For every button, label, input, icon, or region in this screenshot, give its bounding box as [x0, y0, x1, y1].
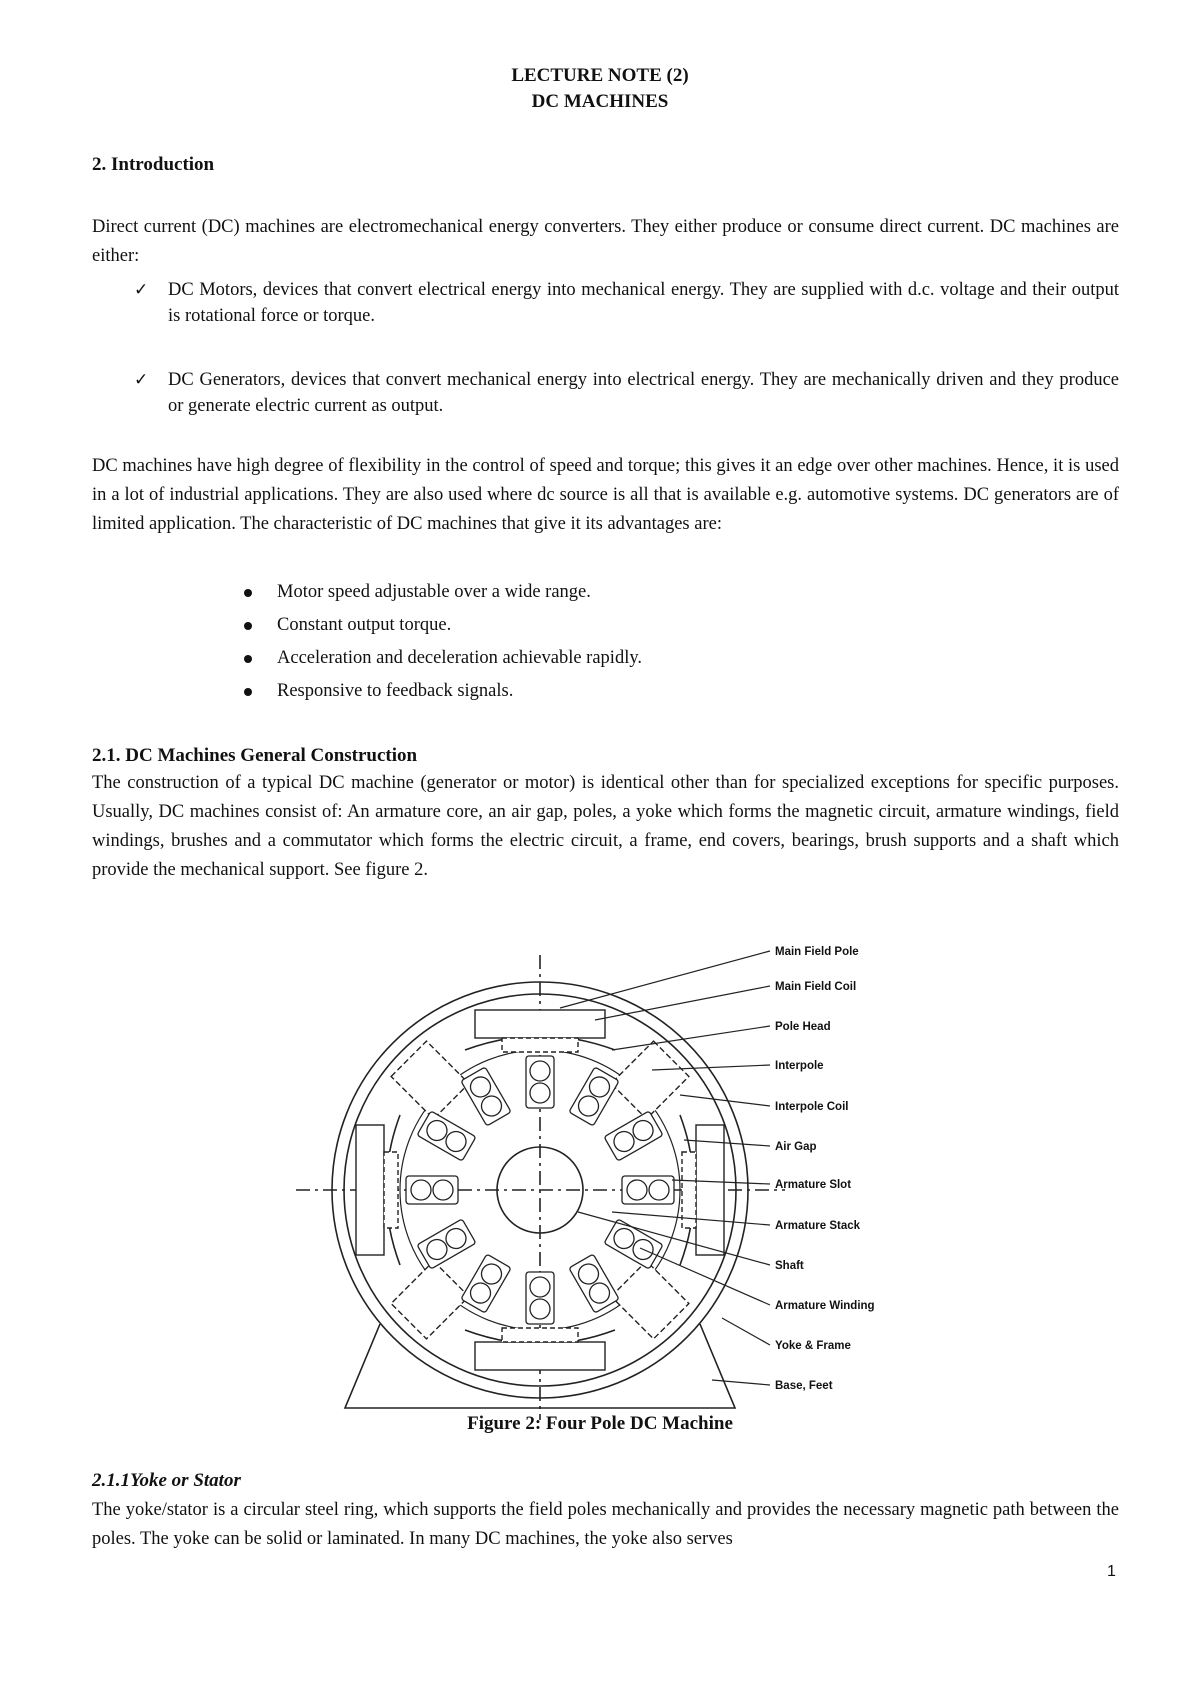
interpole-coil: [391, 1041, 469, 1119]
main-field-coil-right: [696, 1125, 724, 1255]
list-item: Constant output torque.: [240, 611, 642, 644]
label-main-field-coil: Main Field Coil: [775, 981, 857, 993]
armature-winding: [530, 1083, 550, 1103]
armature-winding: [411, 1180, 431, 1200]
interpole-coil: [391, 1261, 469, 1339]
page-number: 1: [1107, 1563, 1116, 1580]
armature-slot: [604, 1219, 663, 1269]
label-armature-slot: Armature Slot: [775, 1179, 852, 1191]
yoke-paragraph: The yoke/stator is a circular steel ring, which supports the field poles mechanically and provides the necessary magnetic path between the poles. The yoke can be solid or laminated. In many DC machines, the yoke also serves: [92, 1500, 1119, 1549]
checkmark-icon: ✓: [134, 370, 149, 390]
checkmark-icon: ✓: [134, 280, 149, 300]
label-yoke-frame: Yoke & Frame: [775, 1340, 851, 1352]
armature-slot: [461, 1067, 511, 1126]
yoke-heading: 2.1.1Yoke or Stator: [92, 1470, 241, 1491]
armature-winding: [530, 1299, 550, 1319]
armature-slot: [569, 1254, 619, 1313]
label-base-feet: Base, Feet: [775, 1380, 833, 1392]
intro-paragraph: Direct current (DC) machines are electromechanical energy converters. They either produce or consume direct current. DC machines are either:: [92, 217, 1119, 266]
main-field-coil-left: [356, 1125, 384, 1255]
list-item: Responsive to feedback signals.: [240, 677, 642, 710]
figure-labels: [775, 946, 875, 1392]
intro-heading: 2. Introduction: [92, 154, 215, 175]
armature-slot: [569, 1067, 619, 1126]
armature-winding: [530, 1277, 550, 1297]
list-item: Acceleration and deceleration achievable rapidly.: [240, 644, 642, 677]
interpole-coil: [611, 1261, 689, 1339]
lecture-title: LECTURE NOTE (2): [511, 65, 689, 86]
label-interpole: Interpole: [775, 1060, 824, 1072]
label-shaft: Shaft: [775, 1260, 804, 1272]
label-air-gap: Air Gap: [775, 1141, 817, 1153]
label-armature-stack: Armature Stack: [775, 1220, 861, 1232]
interpole-coil: [611, 1041, 689, 1119]
armature-slot: [526, 1056, 554, 1108]
list-item: Motor speed adjustable over a wide range.: [240, 578, 642, 611]
construction-paragraph: The construction of a typical DC machine (generator or motor) is identical other than for specialized exceptions for specific purposes. Usually, DC machines consist of: An armature core, an air gap, poles, a yoke which forms the magnetic circuit, armature windings, field windings, brushes and a commutator which forms the electric circuit, a frame, end covers, bearings, brush supports and a shaft which provide the mechanical support. See figure 2.: [92, 773, 1119, 880]
armature-slot: [604, 1111, 663, 1161]
armature-slot: [622, 1176, 674, 1204]
main-field-coil-bottom: [475, 1342, 605, 1370]
armature-slot: [461, 1254, 511, 1313]
label-main-field-pole: Main Field Pole: [775, 946, 859, 958]
check-item-text: DC Motors, devices that convert electrical energy into mechanical energy. They are supplied with d.c. voltage and their output is rotational force or torque.: [168, 280, 1119, 326]
armature-winding: [530, 1061, 550, 1081]
check-item-text: DC Generators, devices that convert mechanical energy into electrical energy. They are mechanically driven and they produce or generate electric current as output.: [168, 370, 1119, 416]
main-field-coil-top: [475, 1010, 605, 1038]
construction-heading: 2.1. DC Machines General Construction: [92, 745, 418, 766]
armature-slot: [417, 1219, 476, 1269]
armature-slot: [417, 1111, 476, 1161]
advantages-paragraph: DC machines have high degree of flexibility in the control of speed and torque; this gives it an edge over other machines. Hence, it is used in a lot of industrial applications. They are also used where dc source is all that is available e.g. automotive systems. DC generators are of limited application. The characteristic of DC machines that give it its advantages are:: [92, 456, 1119, 534]
label-armature-winding: Armature Winding: [775, 1300, 875, 1312]
armature-winding: [649, 1180, 669, 1200]
label-interpole-coil: Interpole Coil: [775, 1101, 849, 1113]
armature-slot: [526, 1272, 554, 1324]
armature-winding: [433, 1180, 453, 1200]
armature-slot: [406, 1176, 458, 1204]
label-pole-head: Pole Head: [775, 1021, 831, 1033]
armature-winding: [627, 1180, 647, 1200]
figure-caption: Figure 2: Four Pole DC Machine: [467, 1413, 733, 1434]
document-title: DC MACHINES: [531, 91, 669, 112]
